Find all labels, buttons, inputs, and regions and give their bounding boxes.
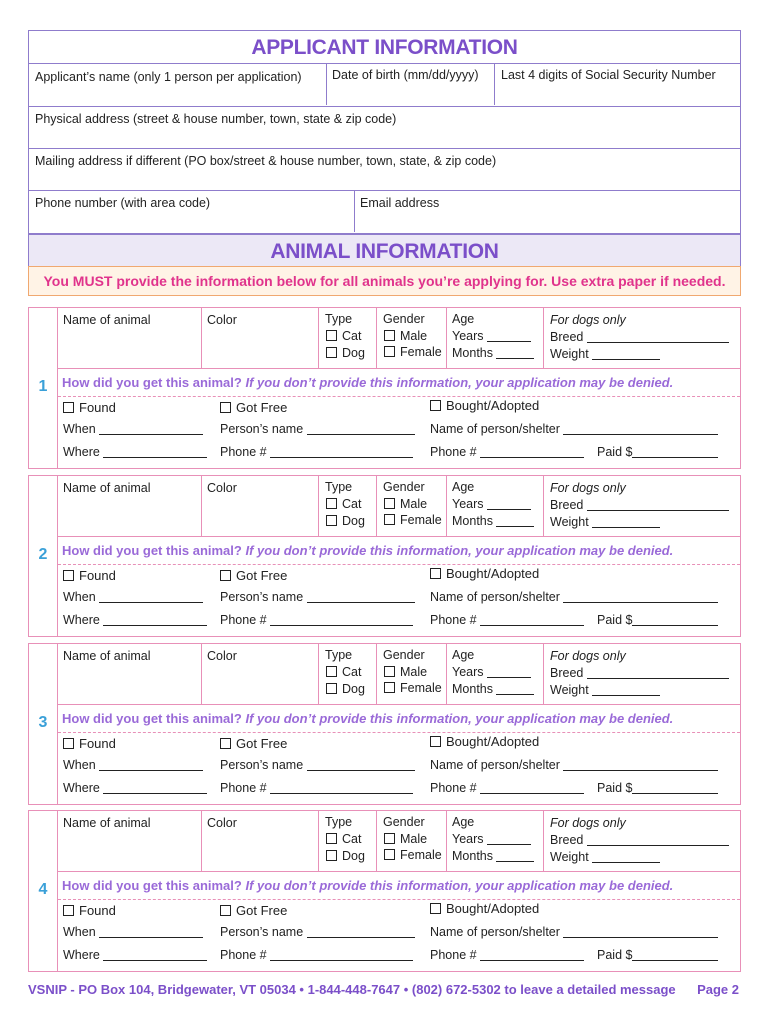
animal-number: 3 — [38, 714, 48, 731]
got-free-checkbox[interactable]: Got Free — [220, 568, 287, 583]
dogs-only-label: For dogs only — [550, 313, 626, 327]
gender-male-checkbox[interactable]: Male — [384, 497, 427, 511]
gender-male-checkbox[interactable]: Male — [384, 665, 427, 679]
applicant-row-1 — [28, 63, 741, 107]
when-field[interactable]: When — [63, 925, 203, 939]
age-label: Age — [452, 312, 475, 326]
gender-male-checkbox[interactable]: Male — [384, 832, 427, 846]
age-label: Age — [452, 480, 475, 494]
persons-name-field[interactable]: Person’s name — [220, 758, 415, 772]
page-number: Page 2 — [697, 982, 739, 997]
weight-field[interactable]: Weight — [550, 515, 660, 529]
shelter-name-field[interactable]: Name of person/shelter — [430, 590, 718, 604]
physical-address-field[interactable] — [28, 106, 741, 149]
gender-female-checkbox[interactable]: Female — [384, 513, 442, 527]
months-field[interactable]: Months — [452, 682, 534, 696]
found-checkbox[interactable]: Found — [63, 903, 116, 918]
where-field[interactable]: Where — [63, 948, 207, 962]
got-free-checkbox[interactable]: Got Free — [220, 736, 287, 751]
persons-name-field[interactable]: Person’s name — [220, 925, 415, 939]
gender-label: Gender — [383, 312, 425, 326]
how-acquired-question: How did you get this animal? If you don’t provide this information, your application may be denied. — [58, 536, 740, 565]
type-cat-checkbox[interactable]: Cat — [326, 832, 361, 846]
how-acquired-question: How did you get this animal? If you don’t provide this information, your application may be denied. — [58, 871, 740, 900]
animal-notice: You MUST provide the information below for all animals you’re applying for. Use extra paper if needed. — [28, 266, 741, 296]
how-acquired-question: How did you get this animal? If you don’t provide this information, your application may be denied. — [58, 368, 740, 397]
phone-field[interactable]: Phone # — [220, 781, 413, 795]
phone-field[interactable]: Phone # — [220, 613, 413, 627]
type-label: Type — [325, 815, 353, 829]
bought-adopted-checkbox[interactable]: Bought/Adopted — [430, 566, 539, 581]
color-label: Color — [207, 313, 237, 327]
ssn-label: Last 4 digits of Social Security Number — [501, 68, 716, 82]
type-dog-checkbox[interactable]: Dog — [326, 682, 365, 696]
animal-block-2 — [28, 475, 741, 637]
paid-field[interactable]: Paid $ — [597, 613, 718, 627]
gender-female-checkbox[interactable]: Female — [384, 848, 442, 862]
weight-field[interactable]: Weight — [550, 347, 660, 361]
years-field[interactable]: Years — [452, 497, 531, 511]
months-field[interactable]: Months — [452, 849, 534, 863]
footer-contact: VSNIP - PO Box 104, Bridgewater, VT 05034 • 1-844-448-7647 • (802) 672-5302 to leave a detailed message — [28, 982, 676, 997]
breed-field[interactable]: Breed — [550, 330, 729, 344]
type-cat-checkbox[interactable]: Cat — [326, 329, 361, 343]
dogs-only-label: For dogs only — [550, 481, 626, 495]
dogs-only-label: For dogs only — [550, 816, 626, 830]
months-field[interactable]: Months — [452, 346, 534, 360]
when-field[interactable]: When — [63, 758, 203, 772]
bought-phone-field[interactable]: Phone # — [430, 613, 584, 627]
years-field[interactable]: Years — [452, 665, 531, 679]
weight-field[interactable]: Weight — [550, 850, 660, 864]
animal-section-heading: ANIMAL INFORMATION — [28, 234, 741, 267]
gender-label: Gender — [383, 480, 425, 494]
breed-field[interactable]: Breed — [550, 833, 729, 847]
where-field[interactable]: Where — [63, 781, 207, 795]
paid-field[interactable]: Paid $ — [597, 781, 718, 795]
animal-number: 2 — [38, 546, 48, 563]
type-label: Type — [325, 312, 353, 326]
bought-phone-field[interactable]: Phone # — [430, 948, 584, 962]
shelter-name-field[interactable]: Name of person/shelter — [430, 925, 718, 939]
physical-address-label: Physical address (street & house number, town, state & zip code) — [35, 112, 397, 126]
years-field[interactable]: Years — [452, 329, 531, 343]
gender-female-checkbox[interactable]: Female — [384, 345, 442, 359]
phone-number-label: Phone number (with area code) — [35, 196, 211, 210]
color-label: Color — [207, 481, 237, 495]
animal-name-label: Name of animal — [63, 481, 151, 495]
got-free-checkbox[interactable]: Got Free — [220, 400, 287, 415]
type-dog-checkbox[interactable]: Dog — [326, 346, 365, 360]
phone-field[interactable]: Phone # — [220, 948, 413, 962]
when-field[interactable]: When — [63, 590, 203, 604]
how-acquired-question: How did you get this animal? If you don’t provide this information, your application may be denied. — [58, 704, 740, 733]
type-label: Type — [325, 480, 353, 494]
bought-adopted-checkbox[interactable]: Bought/Adopted — [430, 901, 539, 916]
where-field[interactable]: Where — [63, 613, 207, 627]
persons-name-field[interactable]: Person’s name — [220, 590, 415, 604]
animal-block-4 — [28, 810, 741, 972]
mailing-address-label: Mailing address if different (PO box/street & house number, town, state, & zip code) — [35, 154, 497, 168]
age-label: Age — [452, 815, 475, 829]
type-dog-checkbox[interactable]: Dog — [326, 849, 365, 863]
animal-name-label: Name of animal — [63, 649, 151, 663]
applicant-section-heading: APPLICANT INFORMATION — [28, 30, 741, 64]
color-label: Color — [207, 649, 237, 663]
animal-number: 1 — [38, 378, 48, 395]
paid-field[interactable]: Paid $ — [597, 445, 718, 459]
animal-number: 4 — [38, 881, 48, 898]
bought-adopted-checkbox[interactable]: Bought/Adopted — [430, 734, 539, 749]
dob-label: Date of birth (mm/dd/yyyy) — [332, 68, 479, 82]
found-checkbox[interactable]: Found — [63, 568, 116, 583]
when-field[interactable]: When — [63, 422, 203, 436]
bought-phone-field[interactable]: Phone # — [430, 445, 584, 459]
type-dog-checkbox[interactable]: Dog — [326, 514, 365, 528]
gender-label: Gender — [383, 815, 425, 829]
color-label: Color — [207, 816, 237, 830]
shelter-name-field[interactable]: Name of person/shelter — [430, 758, 718, 772]
type-cat-checkbox[interactable]: Cat — [326, 665, 361, 679]
breed-field[interactable]: Breed — [550, 666, 729, 680]
type-cat-checkbox[interactable]: Cat — [326, 497, 361, 511]
years-field[interactable]: Years — [452, 832, 531, 846]
animal-block-1 — [28, 307, 741, 469]
bought-adopted-checkbox[interactable]: Bought/Adopted — [430, 398, 539, 413]
shelter-name-field[interactable]: Name of person/shelter — [430, 422, 718, 436]
animal-block-3 — [28, 643, 741, 805]
where-field[interactable]: Where — [63, 445, 207, 459]
breed-field[interactable]: Breed — [550, 498, 729, 512]
phone-field[interactable]: Phone # — [220, 445, 413, 459]
applicant-row-4 — [28, 190, 741, 234]
age-label: Age — [452, 648, 475, 662]
applicant-name-label: Applicant’s name (only 1 person per application) — [35, 70, 302, 84]
animal-name-label: Name of animal — [63, 816, 151, 830]
bought-phone-field[interactable]: Phone # — [430, 781, 584, 795]
type-label: Type — [325, 648, 353, 662]
got-free-checkbox[interactable]: Got Free — [220, 903, 287, 918]
months-field[interactable]: Months — [452, 514, 534, 528]
mailing-address-field[interactable] — [28, 148, 741, 191]
animal-name-label: Name of animal — [63, 313, 151, 327]
weight-field[interactable]: Weight — [550, 683, 660, 697]
gender-male-checkbox[interactable]: Male — [384, 329, 427, 343]
dogs-only-label: For dogs only — [550, 649, 626, 663]
paid-field[interactable]: Paid $ — [597, 948, 718, 962]
gender-label: Gender — [383, 648, 425, 662]
found-checkbox[interactable]: Found — [63, 400, 116, 415]
persons-name-field[interactable]: Person’s name — [220, 422, 415, 436]
email-address-label: Email address — [360, 196, 440, 210]
found-checkbox[interactable]: Found — [63, 736, 116, 751]
gender-female-checkbox[interactable]: Female — [384, 681, 442, 695]
